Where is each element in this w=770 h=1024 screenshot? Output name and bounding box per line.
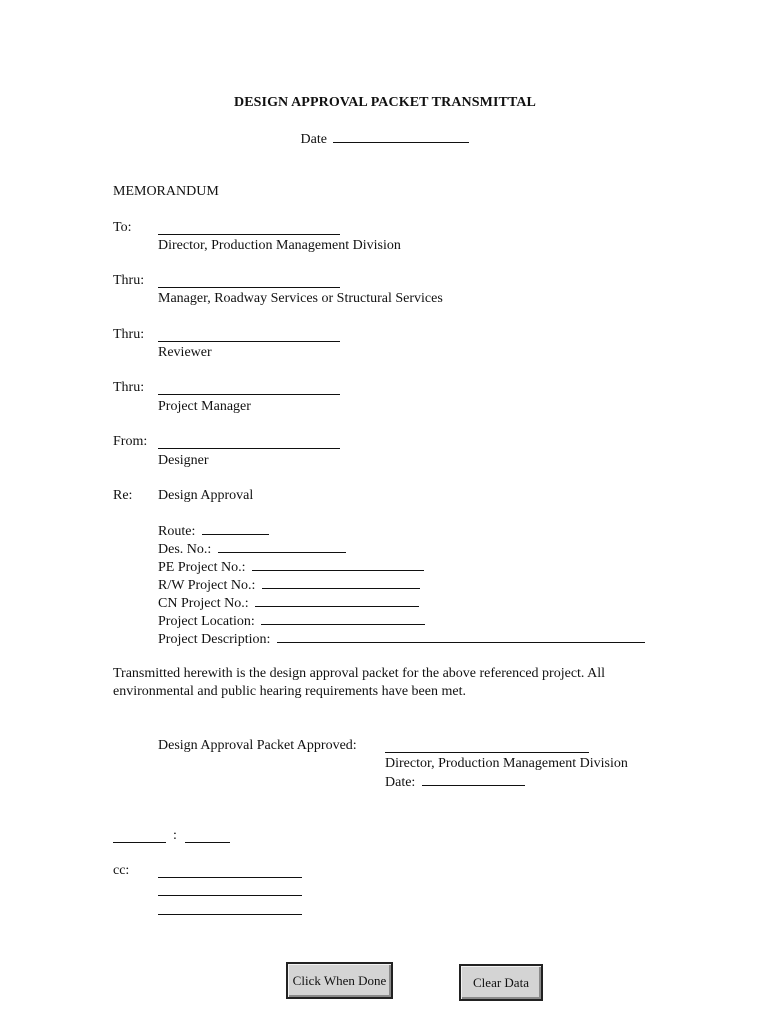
re-label: Re: [113, 488, 133, 503]
thru-project-manager-label: Thru: [113, 380, 145, 395]
project-description-field[interactable] [277, 630, 645, 643]
date-field[interactable] [333, 130, 469, 143]
thru-manager-label: Thru: [113, 273, 145, 288]
click-when-done-button[interactable]: Click When Done [286, 962, 393, 999]
route-label: Route: [158, 524, 196, 539]
to-name-field[interactable] [158, 234, 340, 235]
des-no-label: Des. No.: [158, 542, 212, 557]
pe-project-no-field[interactable] [252, 558, 424, 571]
thru-reviewer-name-field[interactable] [158, 341, 340, 342]
to-role: Director, Production Management Division [158, 238, 401, 253]
from-name-field[interactable] [158, 448, 340, 449]
pe-project-no-label: PE Project No.: [158, 560, 246, 575]
author-initials-field[interactable] [113, 842, 166, 843]
cn-project-no-label: CN Project No.: [158, 596, 249, 611]
project-description-row [158, 630, 645, 648]
re-value: Design Approval [158, 488, 254, 503]
rw-project-no-field[interactable] [262, 576, 420, 589]
approval-signature-field[interactable] [385, 752, 589, 753]
cc-label: cc: [113, 863, 130, 878]
page-title: DESIGN APPROVAL PACKET TRANSMITTAL [233, 95, 536, 110]
pe-project-no-row [158, 558, 424, 576]
clear-data-button[interactable]: Clear Data [459, 964, 543, 1001]
date-row [0, 130, 770, 148]
cn-project-no-row [158, 594, 419, 612]
thru-project-manager-role: Project Manager [158, 399, 251, 414]
thru-reviewer-label: Thru: [113, 327, 145, 342]
from-label: From: [113, 434, 148, 449]
project-description-label: Project Description: [158, 632, 271, 647]
typist-initials-field[interactable] [185, 842, 230, 843]
memorandum-heading: MEMORANDUM [113, 184, 219, 199]
project-location-label: Project Location: [158, 614, 255, 629]
thru-manager-name-field[interactable] [158, 287, 340, 288]
des-no-row [158, 540, 346, 558]
project-location-row [158, 612, 425, 630]
approval-role: Director, Production Management Division [385, 756, 628, 771]
approval-date-field[interactable] [422, 773, 525, 786]
rw-project-no-label: R/W Project No.: [158, 578, 256, 593]
route-field[interactable] [202, 522, 269, 535]
to-label: To: [113, 220, 132, 235]
approval-date-label: Date: [385, 775, 416, 790]
thru-project-manager-name-field[interactable] [158, 394, 340, 395]
cc-recipient-field[interactable] [158, 914, 302, 915]
cc-recipient-field[interactable] [158, 877, 302, 878]
project-location-field[interactable] [261, 612, 425, 625]
rw-project-no-row [158, 576, 420, 594]
des-no-field[interactable] [218, 540, 346, 553]
cn-project-no-field[interactable] [255, 594, 419, 607]
transmittal-paragraph: Transmitted herewith is the design approval packet for the above referenced project. All environmental and public hearing requirements have been met. [113, 666, 606, 699]
initials-separator: : [173, 828, 177, 843]
date-label: Date [300, 132, 327, 147]
route-row [158, 522, 269, 540]
thru-reviewer-role: Reviewer [158, 345, 212, 360]
approval-date-row [385, 773, 525, 791]
cc-recipient-field[interactable] [158, 895, 302, 896]
approval-label: Design Approval Packet Approved: [158, 738, 357, 753]
from-role: Designer [158, 453, 209, 468]
thru-manager-role: Manager, Roadway Services or Structural Services [158, 291, 443, 306]
